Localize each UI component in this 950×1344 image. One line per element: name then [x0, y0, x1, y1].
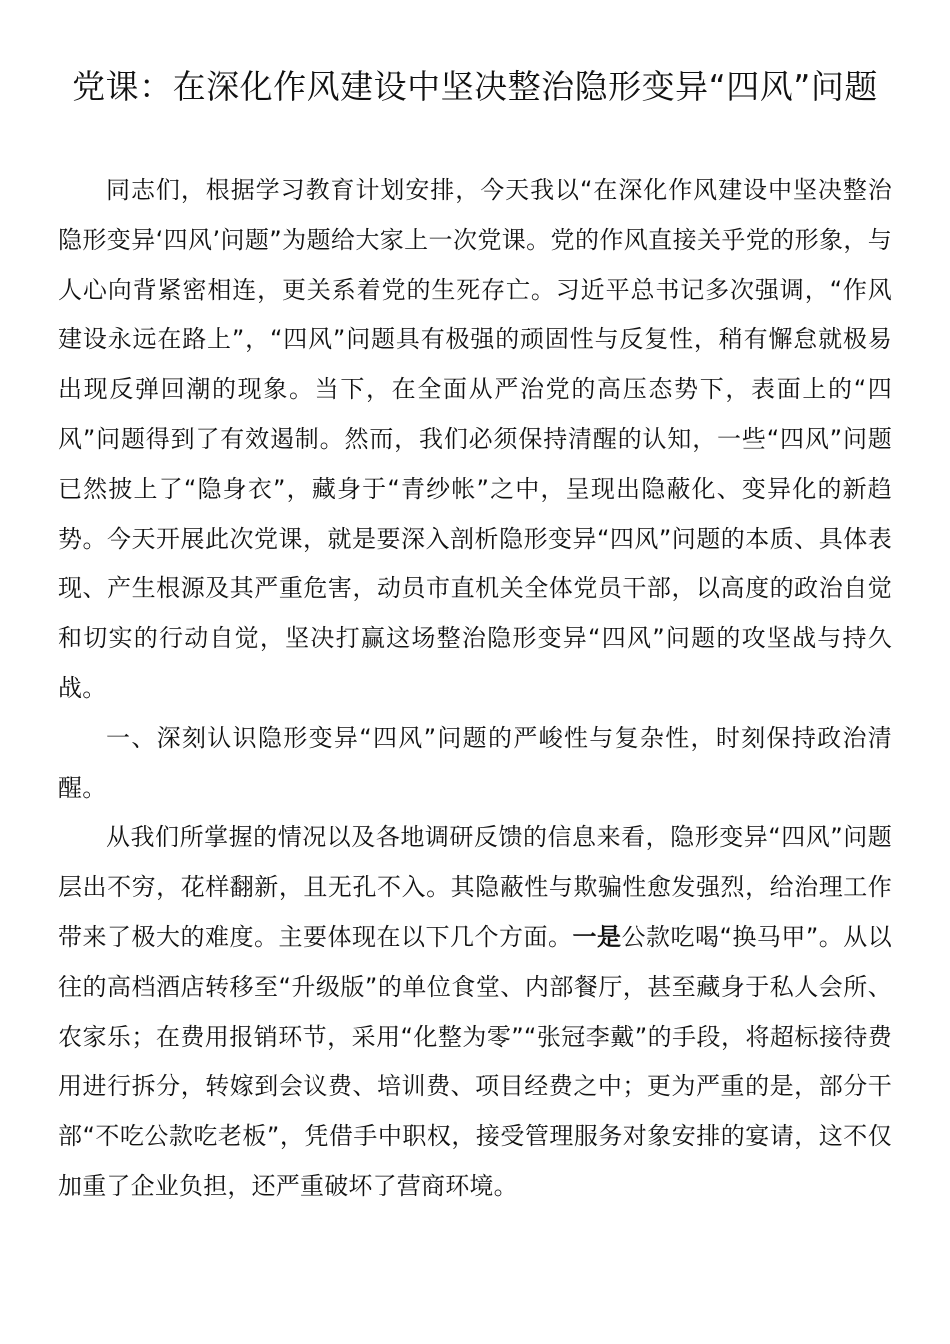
document-body	[58, 166, 892, 1212]
intro-paragraph: 同志们，根据学习教育计划安排，今天我以“在深化作风建设中坚决整治隐形变异‘四风’问题”为题给大家上一次党课。党的作风直接关乎党的形象，与人心向背紧密相连，更关系着党的生死存亡。习近平总书记多次强调，“作风建设永远在路上”，“四风”问题具有极强的顽固性与反复性，稍有懈怠就极易出现反弹回潮的现象。当下，在全面从严治党的高压态势下，表面上的“四风”问题得到了有效遏制。然而，我们必须保持清醒的认知，一些“四风”问题已然披上了“隐身衣”，藏身于“青纱帐”之中，呈现出隐蔽化、变异化的新趋势。今天开展此次党课，就是要深入剖析隐形变异“四风”问题的本质、具体表现、产生根源及其严重危害，动员市直机关全体党员干部，以高度的政治自觉和切实的行动自觉，坚决打赢这场整治隐形变异“四风”问题的攻坚战与持久战。	[58, 176, 892, 702]
section-1-heading: 一、深刻认识隐形变异“四风”问题的严峻性与复杂性，时刻保持政治清醒。	[58, 723, 892, 802]
document-title: 党课：在深化作风建设中坚决整治隐形变异“四风”问题	[72, 67, 878, 106]
section-1-lead-text: 从我们所掌握的情况以及各地调研反馈的信息来看，隐形变异“四风”问题层出不穷，花样翻新，且无孔不入。其隐蔽性与欺骗性愈发强烈，给治理工作带来了极大的难度。主要体现在以下几个方面。	[58, 823, 892, 951]
point-one-label: 一是	[572, 922, 622, 951]
point-one-text: 公款吃喝“换马甲”。从以往的高档酒店转移至“升级版”的单位食堂、内部餐厅，甚至藏身于私人会所、农家乐；在费用报销环节，采用“化整为零”“张冠李戴”的手段，将超标接待费用进行拆分，转嫁到会议费、培训费、项目经费之中；更为严重的是，部分干部“不吃公款吃老板”，凭借手中职权，接受管理服务对象安排的宴请，这不仅加重了企业负担，还严重破坏了营商环境。	[58, 922, 892, 1200]
section-1-paragraph	[58, 813, 892, 1211]
